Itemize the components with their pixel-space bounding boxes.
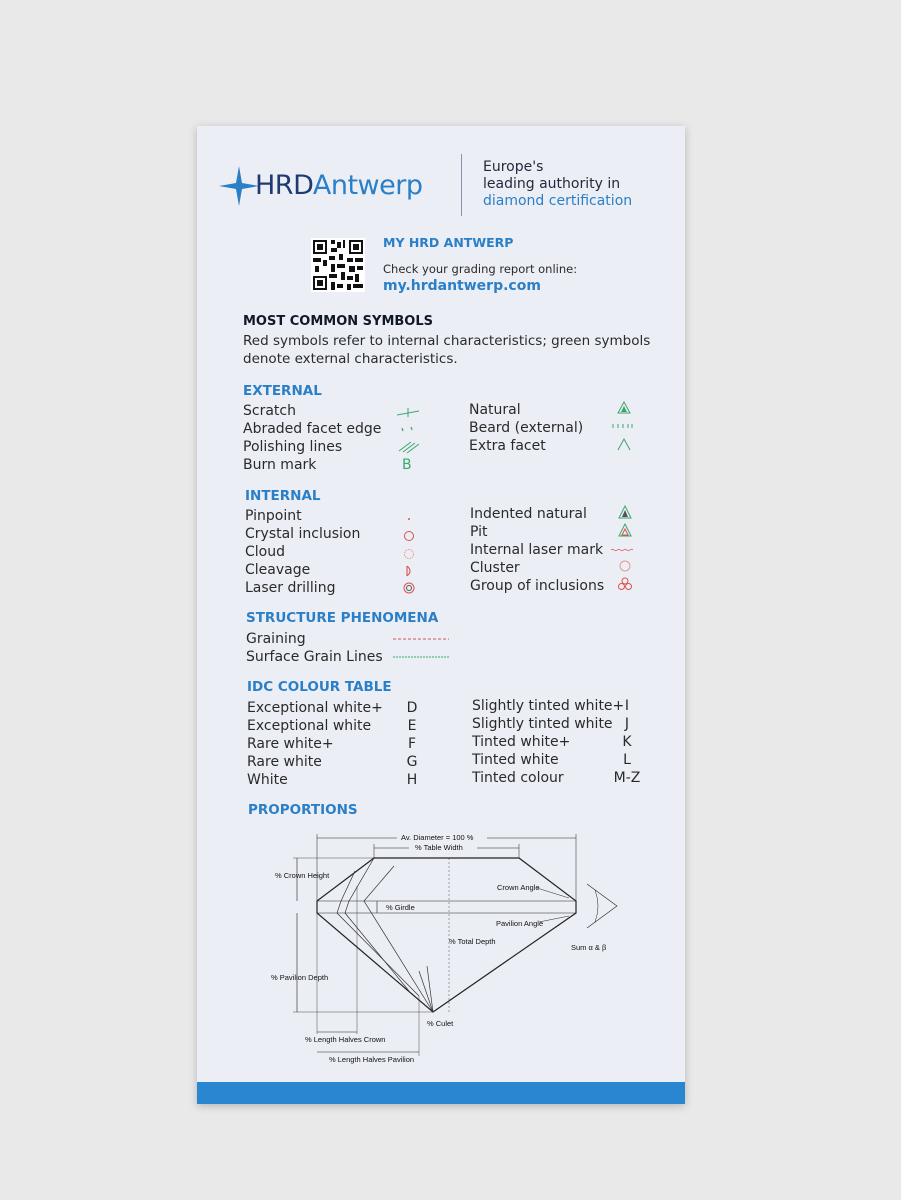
crystal-symbol-icon	[398, 529, 420, 543]
internal-item: Laser drilling	[245, 580, 336, 596]
proportions-diagram	[269, 826, 629, 1076]
my-hrd-description: Check your grading report online:	[383, 262, 578, 276]
pinpoint-symbol-icon	[398, 512, 420, 526]
colour-label: Rare white+	[247, 736, 334, 752]
symbols-title: MOST COMMON SYMBOLS	[243, 314, 433, 329]
burn-mark-symbol: B	[402, 457, 412, 473]
internal-item: Cleavage	[245, 562, 311, 578]
symbols-intro: Red symbols refer to internal characteristics; green symbols denote external characteristics.	[243, 333, 651, 367]
colour-code: H	[406, 772, 418, 788]
structure-item: Surface Grain Lines	[246, 649, 383, 665]
internal-item: Pinpoint	[245, 508, 302, 524]
structure-item: Graining	[246, 631, 306, 647]
colour-code: D	[406, 700, 418, 716]
cleavage-symbol-icon	[398, 564, 420, 578]
internal-item: Cluster	[470, 560, 520, 576]
graining-symbol-icon	[393, 632, 449, 646]
internal-item: Crystal inclusion	[245, 526, 361, 542]
cloud-symbol-icon	[398, 547, 420, 561]
group-of-inclusions-symbol-icon	[614, 577, 636, 591]
culet-label: % Culet	[427, 1019, 454, 1028]
structure-title: STRUCTURE PHENOMENA	[246, 610, 439, 626]
external-item: Polishing lines	[243, 439, 343, 455]
colour-code: J	[624, 716, 630, 732]
laser-drilling-symbol-icon	[398, 581, 420, 595]
colour-code: F	[407, 736, 417, 752]
internal-laser-mark-symbol-icon	[611, 543, 633, 557]
colour-label: Slightly tinted white+	[472, 698, 625, 714]
girdle-label: % Girdle	[386, 903, 415, 912]
colour-code: L	[623, 752, 631, 768]
crown-height-label: % Crown Height	[275, 871, 330, 880]
extra-facet-symbol-icon	[613, 437, 635, 451]
external-item: Beard (external)	[469, 420, 584, 436]
natural-symbol-icon	[613, 401, 635, 415]
pavilion-depth-label: % Pavilion Depth	[271, 973, 329, 982]
colour-label: Exceptional white+	[247, 700, 383, 716]
polishing-lines-symbol-icon	[397, 440, 419, 454]
internal-item: Pit	[470, 524, 488, 540]
scratch-symbol-icon	[397, 406, 419, 420]
abraded-edge-symbol-icon	[397, 424, 419, 438]
halves-pavilion-label: % Length Halves Pavilion	[329, 1055, 415, 1064]
logo-wordmark: HRDAntwerp	[255, 170, 423, 201]
colour-label: Tinted white+	[472, 734, 571, 750]
my-hrd-title: MY HRD ANTWERP	[383, 235, 514, 250]
halves-crown-label: % Length Halves Crown	[305, 1035, 386, 1044]
internal-item: Group of inclusions	[470, 578, 605, 594]
proportions-title: PROPORTIONS	[248, 802, 358, 818]
external-item: Extra facet	[469, 438, 546, 454]
external-item: Burn mark	[243, 457, 317, 473]
colour-label: Rare white	[247, 754, 322, 770]
internal-title: INTERNAL	[245, 488, 321, 504]
internal-item: Indented natural	[470, 506, 587, 522]
colour-code: I	[624, 698, 630, 714]
tagline: Europe's leading authority in diamond certification	[483, 159, 633, 209]
external-item: Abraded facet edge	[243, 421, 382, 437]
cluster-symbol-icon	[614, 559, 636, 573]
indented-natural-symbol-icon	[614, 505, 636, 519]
table-label: % Table Width	[415, 843, 463, 852]
external-item: Natural	[469, 402, 521, 418]
report-card	[197, 126, 685, 1104]
colour-code: G	[406, 754, 418, 770]
crown-angle-label: Crown Angle	[497, 883, 540, 892]
external-title: EXTERNAL	[243, 383, 322, 399]
qr-code-icon[interactable]	[311, 238, 365, 292]
colour-code: K	[622, 734, 632, 750]
pit-symbol-icon	[614, 523, 636, 537]
colour-title: IDC COLOUR TABLE	[247, 679, 392, 695]
logo-divider	[461, 154, 462, 216]
beard-symbol-icon	[611, 419, 633, 433]
bottom-blue-band	[197, 1082, 685, 1104]
colour-label: Tinted colour	[472, 770, 564, 786]
colour-label: Tinted white	[472, 752, 559, 768]
colour-label: Slightly tinted white	[472, 716, 613, 732]
diameter-label: Av. Diameter = 100 %	[401, 833, 474, 842]
internal-item: Internal laser mark	[470, 542, 604, 558]
colour-code: M-Z	[613, 770, 641, 786]
pavilion-angle-label: Pavilion Angle	[496, 919, 544, 928]
colour-code: E	[407, 718, 417, 734]
colour-label: White	[247, 772, 288, 788]
my-hrd-url-link[interactable]: my.hrdantwerp.com	[383, 278, 541, 294]
colour-label: Exceptional white	[247, 718, 372, 734]
surface-grain-lines-symbol-icon	[393, 650, 449, 664]
internal-item: Cloud	[245, 544, 285, 560]
sum-label: Sum α & β	[571, 943, 607, 952]
external-item: Scratch	[243, 403, 296, 419]
total-depth-label: % Total Depth	[449, 937, 496, 946]
